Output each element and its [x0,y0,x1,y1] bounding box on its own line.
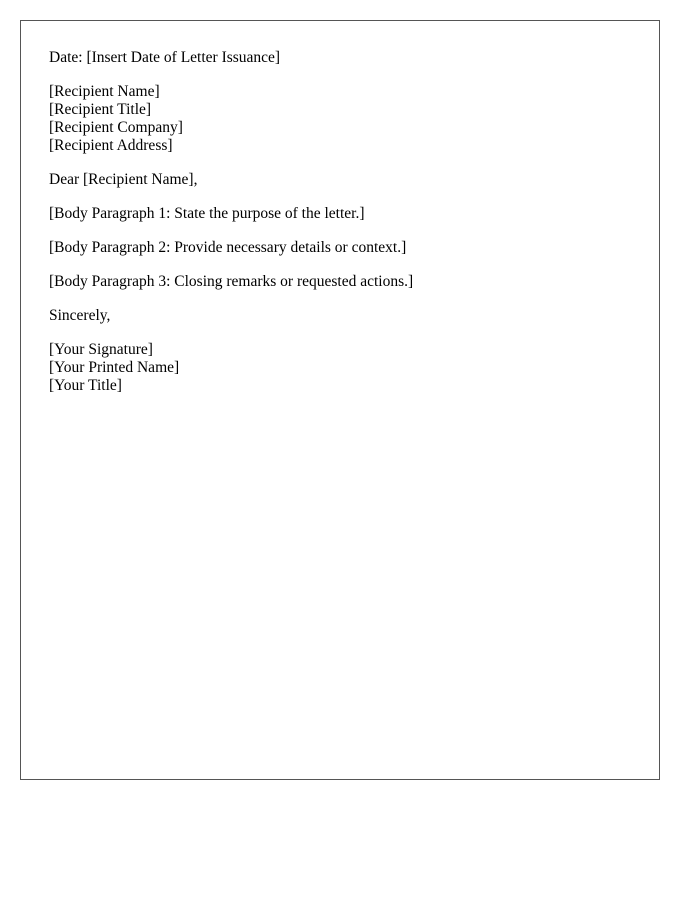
recipient-title: [Recipient Title] [49,101,152,118]
sender-block [49,341,631,395]
body-paragraph-1: [Body Paragraph 1: State the purpose of the letter.] [49,205,365,222]
letter-page [20,20,660,780]
sender-title: [Your Title] [49,377,122,394]
sender-printed-name: [Your Printed Name] [49,359,180,376]
recipient-company: [Recipient Company] [49,119,183,136]
sender-signature: [Your Signature] [49,341,153,358]
letter-content [49,49,631,411]
recipient-name: [Recipient Name] [49,83,160,100]
recipient-block [49,83,631,155]
salutation: Dear [Recipient Name], [49,171,198,188]
body-paragraph-3: [Body Paragraph 3: Closing remarks or requested actions.] [49,273,414,290]
body-paragraph-2: [Body Paragraph 2: Provide necessary details or context.] [49,239,407,256]
closing: Sincerely, [49,307,111,324]
date-line: Date: [Insert Date of Letter Issuance] [49,49,281,66]
recipient-address: [Recipient Address] [49,137,173,154]
